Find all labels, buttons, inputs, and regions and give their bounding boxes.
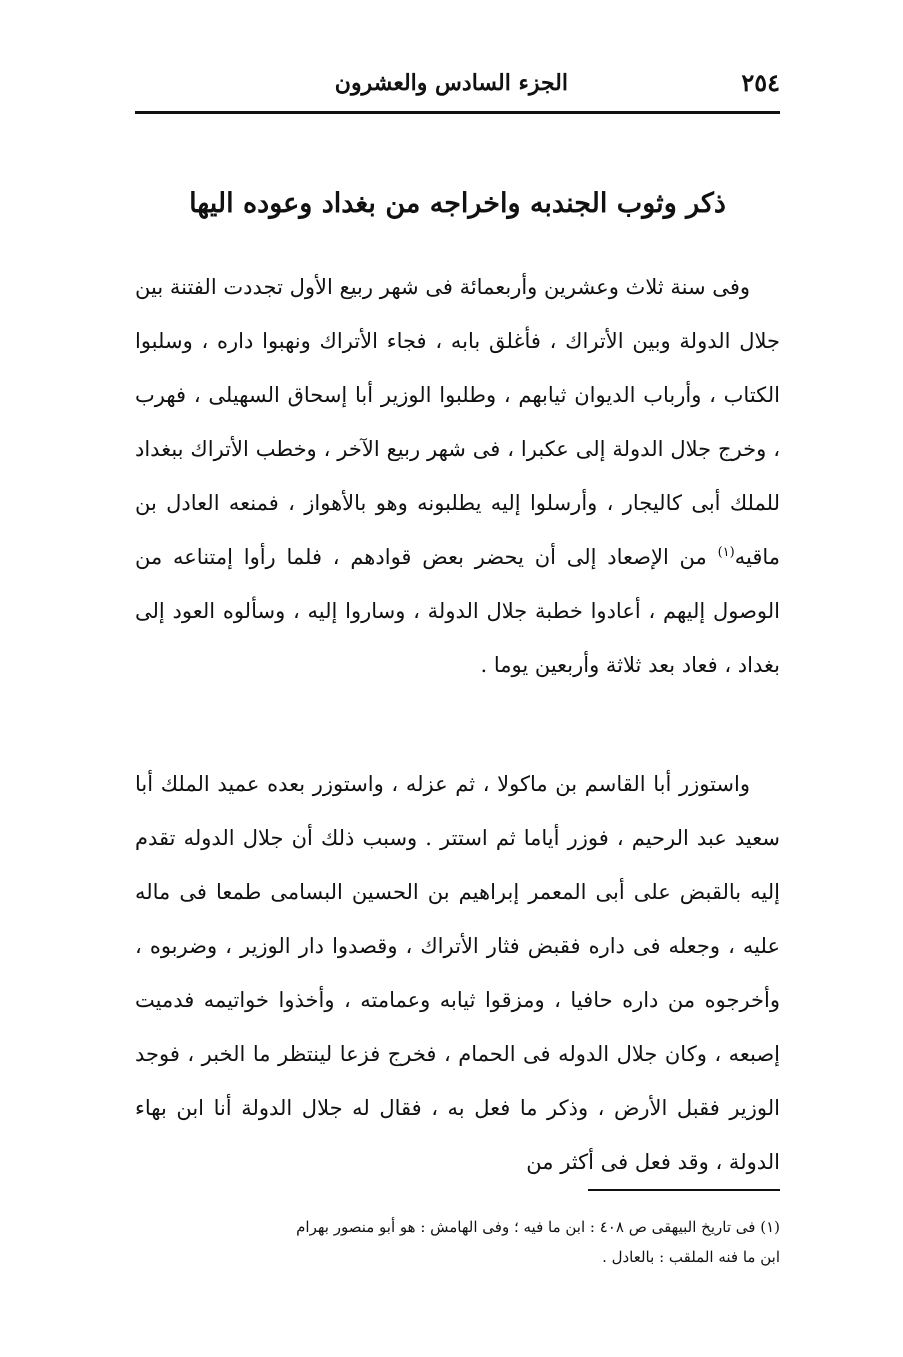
paragraph-1-text-after-note: من الإصعاد إلى أن يحضر بعض قوادهم ، فلما رأوا إمتناعه من الوصول إليهم ، أعادوا خطبة جلال الدولة ، وساروا إليه ، وسألوه العود إلى بغداد ، فعاد بعد ثلاثة وأربعين يوما .	[135, 545, 780, 677]
header-divider	[135, 111, 780, 114]
paragraph-2	[135, 757, 780, 1189]
footnote-line-2: ابن ما فنه الملقب : بالعادل .	[602, 1248, 780, 1266]
footnote-line-1: (١) فى تاريخ البيهقى ص ٤٠٨ : ابن ما فيه ؛ وفى الهامش : هو أبو منصور بهرام	[296, 1218, 780, 1236]
page-number: ٢٥٤	[741, 68, 780, 97]
paragraph-1-text-before-note: وفى سنة ثلاث وعشرين وأربعمائة فى شهر ربيع الأول تجددت الفتنة بين جلال الدولة وبين الأتراك ، فأغلق بابه ، فجاء الأتراك ونهبوا داره ، وسلبوا الكتاب ، وأرباب الديوان ثيابهم ، وطلبوا الوزير أبا إسحاق السهيلى ، فهرب ، وخرج جلال الدولة إلى عكبرا ، فى شهر ربيع الآخر ، وخطب الأتراك ببغداد للملك أبى كاليجار ، وأرسلوا إليه يطلبونه وهو بالأهواز ، فمنعه العادل بن ماقيه	[135, 275, 780, 569]
running-title: الجزء السادس والعشرون	[334, 70, 568, 96]
paragraph-1	[135, 260, 780, 692]
footnote-divider	[588, 1189, 780, 1191]
section-heading: ذكر وثوب الجندبه واخراجه من بغداد وعوده اليها	[189, 188, 726, 219]
footnote	[135, 1212, 780, 1272]
running-header	[135, 62, 780, 112]
paragraph-2-text: واستوزر أبا القاسم بن ماكولا ، ثم عزله ، واستوزر بعده عميد الملك أبا سعيد عبد الرحيم ، فوزر أياما ثم استتر . وسبب ذلك أن جلال الدوله تقدم إليه بالقبض على أبى المعمر إبراهيم بن الحسين البسامى طمعا فى ماله عليه ، وجعله فى داره فقبض فثار الأتراك ، وقصدوا دار الوزير ، وضربوه ، وأخرجوه من داره حافيا ، ومزقوا ثيابه وعمامته ، وأخذوا خواتيمه فدميت إصبعه ، وكان جلال الدوله فى الحمام ، فخرج فزعا لينتظر ما الخبر ، فوجد الوزير فقبل الأرض ، وذكر ما فعل به ، فقال له جلال الدولة أنا ابن بهاء الدولة ، وقد فعل فى أكثر من	[135, 772, 780, 1174]
footnote-reference: (١)	[717, 545, 735, 560]
